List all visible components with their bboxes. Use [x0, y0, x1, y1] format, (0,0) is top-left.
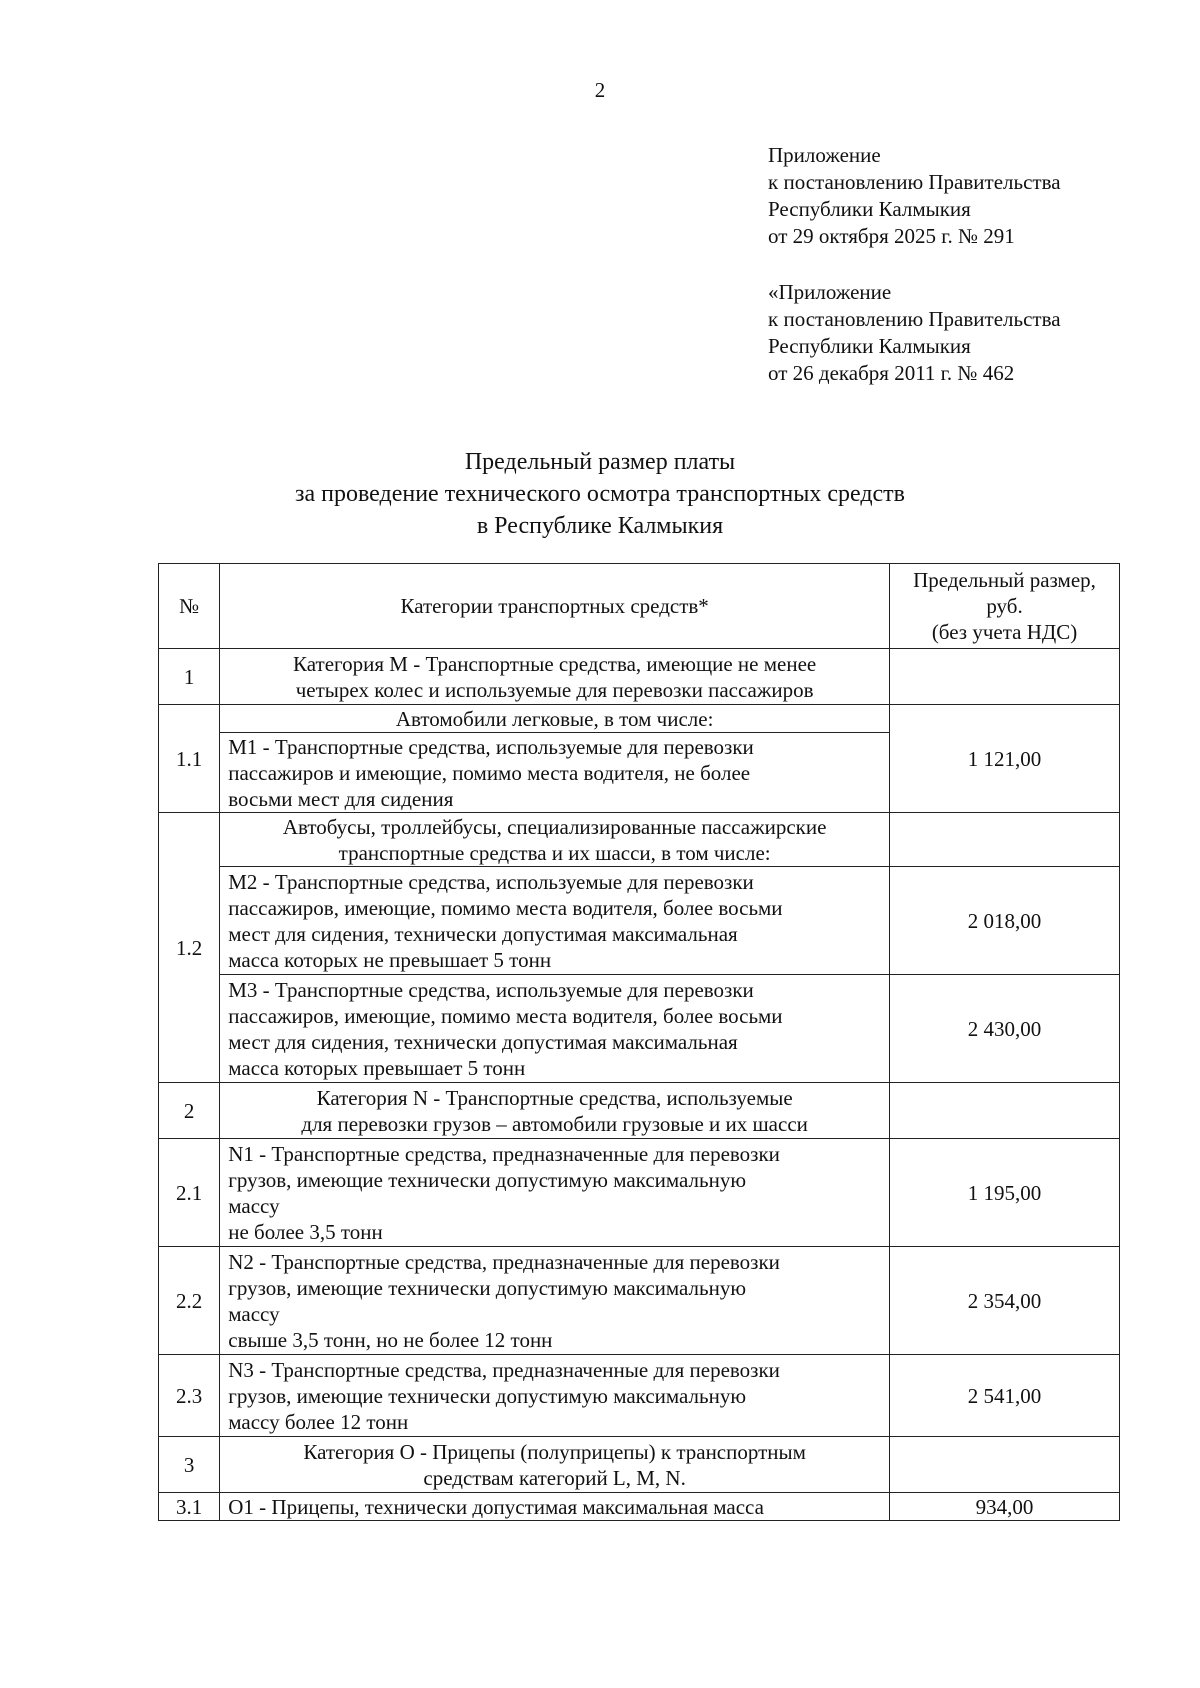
- category-line: грузов, имеющие технически допустимую максимальную: [228, 1167, 747, 1192]
- appendix-original: [768, 279, 1061, 387]
- page-number: 2: [594, 78, 606, 102]
- title-line: Предельный размер платы: [464, 449, 736, 475]
- table-row: [159, 1083, 1120, 1139]
- table-row: [159, 813, 1120, 867]
- category-line: грузов, имеющие технически допустимую максимальную: [228, 1383, 747, 1408]
- table-header-row: [159, 564, 1120, 649]
- title-line: за проведение технического осмотра транспортных средств: [294, 481, 906, 507]
- row-price: 1 121,00: [890, 705, 1120, 813]
- row-num: 3.1: [159, 1493, 220, 1521]
- appendix-line: Республики Калмыкия: [768, 197, 971, 221]
- row-num: 1: [159, 649, 220, 705]
- category-line: не более 3,5 тонн: [228, 1219, 383, 1244]
- row-num: 2.3: [159, 1355, 220, 1437]
- row-price: 2 018,00: [890, 867, 1120, 975]
- row-num: 2.2: [159, 1247, 220, 1355]
- document-title: [0, 446, 1200, 542]
- table-row: [159, 705, 1120, 733]
- row-subheader: [220, 813, 890, 867]
- category-line: для перевозки грузов – автомобили грузовые и их шасси: [301, 1111, 808, 1136]
- row-category: [220, 1083, 890, 1139]
- category-line: массу: [228, 1301, 280, 1326]
- row-price: 1 195,00: [890, 1139, 1120, 1247]
- row-price: [890, 1083, 1120, 1139]
- row-num: 2.1: [159, 1139, 220, 1247]
- category-line: четырех колес и используемые для перевозки пассажиров: [295, 677, 814, 702]
- header-num: №: [159, 564, 220, 649]
- table-row: [159, 1139, 1120, 1247]
- row-price: 2 541,00: [890, 1355, 1120, 1437]
- category-line: М2 - Транспортные средства, используемые для перевозки: [228, 869, 754, 894]
- appendix-line: Приложение: [768, 143, 881, 167]
- category-line: Категория N - Транспортные средства, используемые: [316, 1085, 793, 1110]
- table-row: [159, 1437, 1120, 1493]
- row-num: 1.2: [159, 813, 220, 1083]
- row-num: 3: [159, 1437, 220, 1493]
- category-line: N1 - Транспортные средства, предназначенные для перевозки: [228, 1141, 780, 1166]
- appendix-line: от 29 октября 2025 г. № 291: [768, 224, 1015, 248]
- appendix-line: к постановлению Правительства: [768, 170, 1061, 194]
- category-line: Категория М - Транспортные средства, имеющие не менее: [293, 651, 817, 676]
- row-category: [220, 649, 890, 705]
- category-line: пассажиров и имеющие, помимо места водителя, не более: [228, 760, 751, 785]
- category-line: мест для сидения, технически допустимая максимальная: [228, 921, 738, 946]
- table-row: [159, 867, 1120, 975]
- category-line: массу более 12 тонн: [228, 1409, 409, 1434]
- table-row: [159, 975, 1120, 1083]
- category-line: средствам категорий L, M, N.: [423, 1465, 686, 1490]
- table-row: [159, 1355, 1120, 1437]
- row-category: [220, 1139, 890, 1247]
- row-price: [890, 649, 1120, 705]
- row-price: 2 430,00: [890, 975, 1120, 1083]
- header-price-line: (без учета НДС): [931, 620, 1078, 644]
- category-line: масса которых превышает 5 тонн: [228, 1055, 526, 1080]
- row-category: [220, 1247, 890, 1355]
- category-line: N2 - Транспортные средства, предназначенные для перевозки: [228, 1249, 780, 1274]
- category-line: М1 - Транспортные средства, используемые для перевозки: [228, 734, 754, 759]
- row-price: 2 354,00: [890, 1247, 1120, 1355]
- subheader-line: Автомобили легковые, в том числе:: [395, 706, 714, 731]
- row-num: 2: [159, 1083, 220, 1139]
- subheader-line: Автобусы, троллейбусы, специализированные пассажирские: [282, 814, 827, 839]
- header-price-line: руб.: [986, 594, 1023, 618]
- row-price: 934,00: [890, 1493, 1120, 1521]
- category-line: пассажиров, имеющие, помимо места водителя, более восьми: [228, 1003, 783, 1028]
- row-subheader: [220, 705, 890, 733]
- category-line: свыше 3,5 тонн, но не более 12 тонн: [228, 1327, 553, 1352]
- header-price-line: Предельный размер,: [913, 568, 1096, 592]
- category-line: масса которых не превышает 5 тонн: [228, 947, 552, 972]
- row-price: [890, 1437, 1120, 1493]
- header-price: [890, 564, 1120, 649]
- category-line: восьми мест для сидения: [228, 786, 454, 811]
- table-row: [159, 649, 1120, 705]
- appendix-current: [768, 142, 1061, 250]
- category-line: массу: [228, 1193, 280, 1218]
- category-line: М3 - Транспортные средства, используемые для перевозки: [228, 977, 754, 1002]
- table-row: [159, 1247, 1120, 1355]
- category-line: грузов, имеющие технически допустимую максимальную: [228, 1275, 747, 1300]
- category-line: мест для сидения, технически допустимая максимальная: [228, 1029, 738, 1054]
- row-category: [220, 867, 890, 975]
- header-category: Категории транспортных средств*: [220, 564, 890, 649]
- row-category: [220, 1437, 890, 1493]
- appendix-line: «Приложение: [768, 280, 892, 304]
- appendix-line: к постановлению Правительства: [768, 307, 1061, 331]
- fee-table: [158, 563, 1120, 1521]
- row-category: [220, 975, 890, 1083]
- row-category: [220, 1355, 890, 1437]
- row-category: [220, 1493, 890, 1521]
- subheader-line: транспортные средства и их шасси, в том числе:: [338, 840, 771, 865]
- category-line: пассажиров, имеющие, помимо места водителя, более восьми: [228, 895, 783, 920]
- appendix-line: Республики Калмыкия: [768, 334, 971, 358]
- title-line: в Республике Калмыкия: [476, 513, 724, 539]
- category-line: О1 - Прицепы, технически допустимая максимальная масса: [228, 1494, 764, 1519]
- row-num: 1.1: [159, 705, 220, 813]
- table-row: [159, 1493, 1120, 1521]
- row-category: [220, 733, 890, 813]
- row-price: [890, 813, 1120, 867]
- category-line: N3 - Транспортные средства, предназначенные для перевозки: [228, 1357, 780, 1382]
- appendix-line: от 26 декабря 2011 г. № 462: [768, 361, 1015, 385]
- category-line: Категория О - Прицепы (полуприцепы) к транспортным: [303, 1439, 806, 1464]
